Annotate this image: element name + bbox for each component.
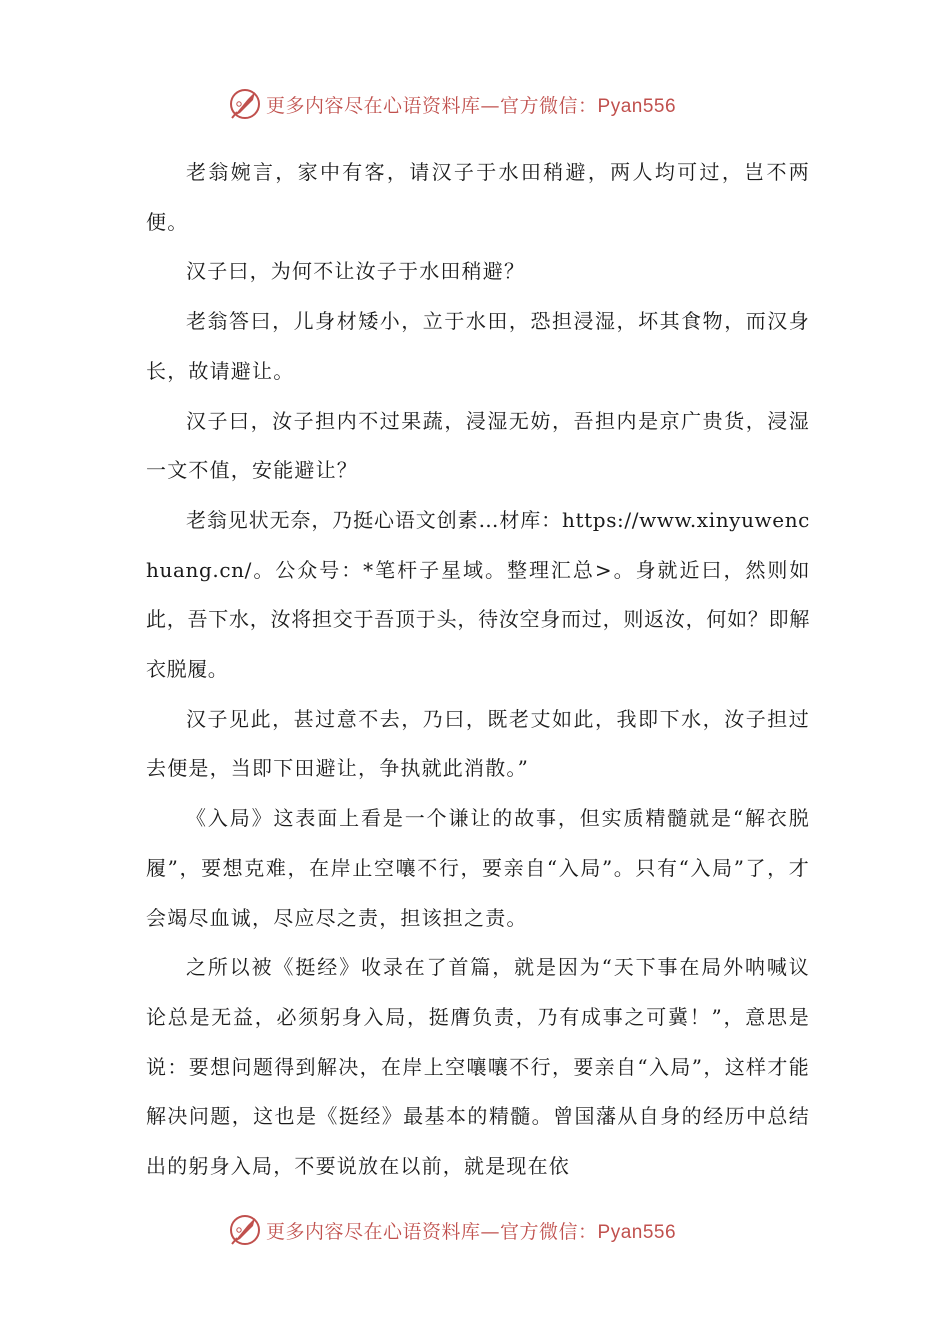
banner-text — [266, 1217, 676, 1244]
pen-quill-logo-icon — [228, 1213, 262, 1247]
paragraph-7: 《入局》这表面上看是一个谦让的故事，但实质精髓就是“解衣脱履”，要想克难，在岸止空嚷不行，要亲自“入局”。只有“入局”了，才会竭尽血诚，尽应尽之责，担该担之责。 — [146, 806, 810, 930]
banner-dash: — — [480, 94, 501, 117]
paragraph-6: 汉子见此，甚过意不去，乃曰，既老丈如此，我即下水，汝子担过去便是，当即下田避让，争执就此消散。” — [146, 706, 810, 781]
paragraph-1: 老翁婉言，家中有客，请汉子于水田稍避，两人均可过，岂不两便。 — [146, 160, 810, 234]
banner-wechat-id: Pyan556 — [597, 1221, 677, 1243]
document-body — [146, 148, 810, 1192]
banner-wechat-label: 官方微信： — [500, 1220, 598, 1243]
banner-text — [266, 91, 676, 118]
banner-dash: — — [480, 1220, 501, 1243]
banner-main-text: 更多内容尽在心语资料库 — [266, 94, 481, 117]
paragraph-3: 老翁答曰，儿身材矮小，立于水田，恐担浸湿，坏其食物，而汉身长，故请避让。 — [146, 309, 810, 383]
paragraph-2: 汉子曰，为何不让汝子于水田稍避？ — [186, 259, 526, 284]
banner-main-text: 更多内容尽在心语资料库 — [266, 1220, 481, 1243]
header-watermark-banner — [228, 86, 676, 122]
paragraph-8: 之所以被《挺经》收录在了首篇，就是因为“天下事在局外呐喊议论总是无益，必须躬身入局，挺膺负责，乃有成事之可冀！”，意思是说：要想问题得到解决，在岸上空嚷嚷不行，要亲自“入局”，这样才能解决问题，这也是《挺经》最基本的精髓。曾国藩从自身的经历中总结出的躬身入局，不要说放在以前，就是现在依 — [146, 955, 810, 1179]
paragraph-4: 汉子曰，汝子担内不过果蔬，浸湿无妨，吾担内是京广贵货，浸湿一文不值，安能避让？ — [146, 408, 810, 483]
footer-watermark-banner — [228, 1212, 676, 1248]
banner-wechat-id: Pyan556 — [597, 95, 677, 117]
pen-quill-logo-icon — [228, 87, 262, 121]
paragraph-5: 老翁见状无奈，乃挺心语文创素…材库：https://www.xinyuwenchuang.cn/。公众号：*笔杆子星域。整理汇总>。身就近曰，然则如此，吾下水，汝将担交于吾顶于头，待汝空身而过，则返汝，何如？即解衣脱履。 — [146, 507, 810, 682]
banner-wechat-label: 官方微信： — [500, 94, 598, 117]
